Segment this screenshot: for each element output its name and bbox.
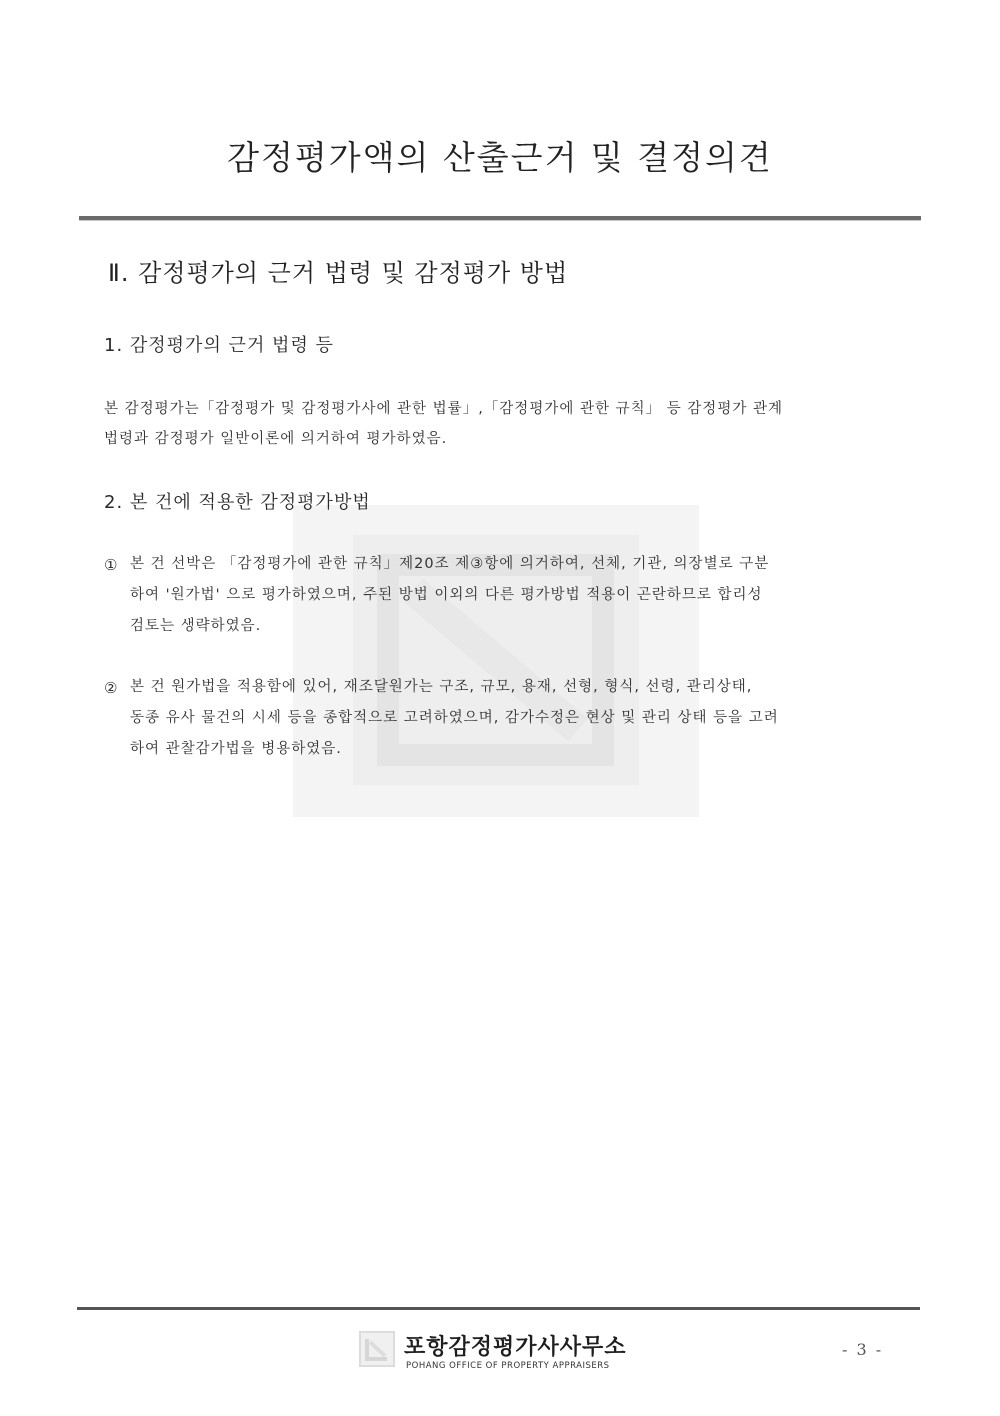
- title-divider: [79, 216, 921, 221]
- page-title: 감정평가액의 산출근거 및 결정의견: [227, 138, 773, 177]
- item-line: 검토는 생략하였음.: [130, 618, 262, 634]
- paragraph-line: 법령과 감정평가 일반이론에 의거하여 평가하였음.: [104, 431, 448, 447]
- item-number: ①: [104, 556, 118, 574]
- office-logo-icon: [358, 1330, 396, 1368]
- footer-divider: [77, 1307, 920, 1310]
- item-line: 하여 관찰감가법을 병용하였음.: [130, 741, 342, 757]
- item-line: 동종 유사 물건의 시세 등을 종합적으로 고려하였으며, 감가수정은 현상 및 관리 상태 등을 고려: [130, 710, 779, 726]
- item-line: 본 건 선박은 「감정평가에 관한 규칙」제20조 제③항에 의거하여, 선체, 기관, 의장별로 구분: [130, 556, 770, 572]
- page-number: - 3 -: [842, 1340, 884, 1359]
- item-line: 하여 '원가법' 으로 평가하였으며, 주된 방법 이외의 다른 평가방법 적용이 곤란하므로 합리성: [130, 587, 763, 603]
- item-line: 본 건 원가법을 적용함에 있어, 재조달원가는 구조, 규모, 용재, 선형, 형식, 선령, 관리상태,: [130, 679, 753, 695]
- item-number: ②: [104, 679, 118, 697]
- office-name-english: POHANG OFFICE OF PROPERTY APPRAISERS: [406, 1361, 610, 1371]
- office-name: 포항감정평가사사무소: [404, 1335, 627, 1360]
- paragraph-line: 본 감정평가는「감정평가 및 감정평가사에 관한 법률」,「감정평가에 관한 규칙」 등 감정평가 관계: [104, 401, 783, 417]
- section-heading: Ⅱ. 감정평가의 근거 법령 및 감정평가 방법: [108, 259, 569, 287]
- subsection-heading-1: 1. 감정평가의 근거 법령 등: [104, 335, 334, 356]
- subsection-heading-2: 2. 본 건에 적용한 감정평가방법: [104, 492, 371, 513]
